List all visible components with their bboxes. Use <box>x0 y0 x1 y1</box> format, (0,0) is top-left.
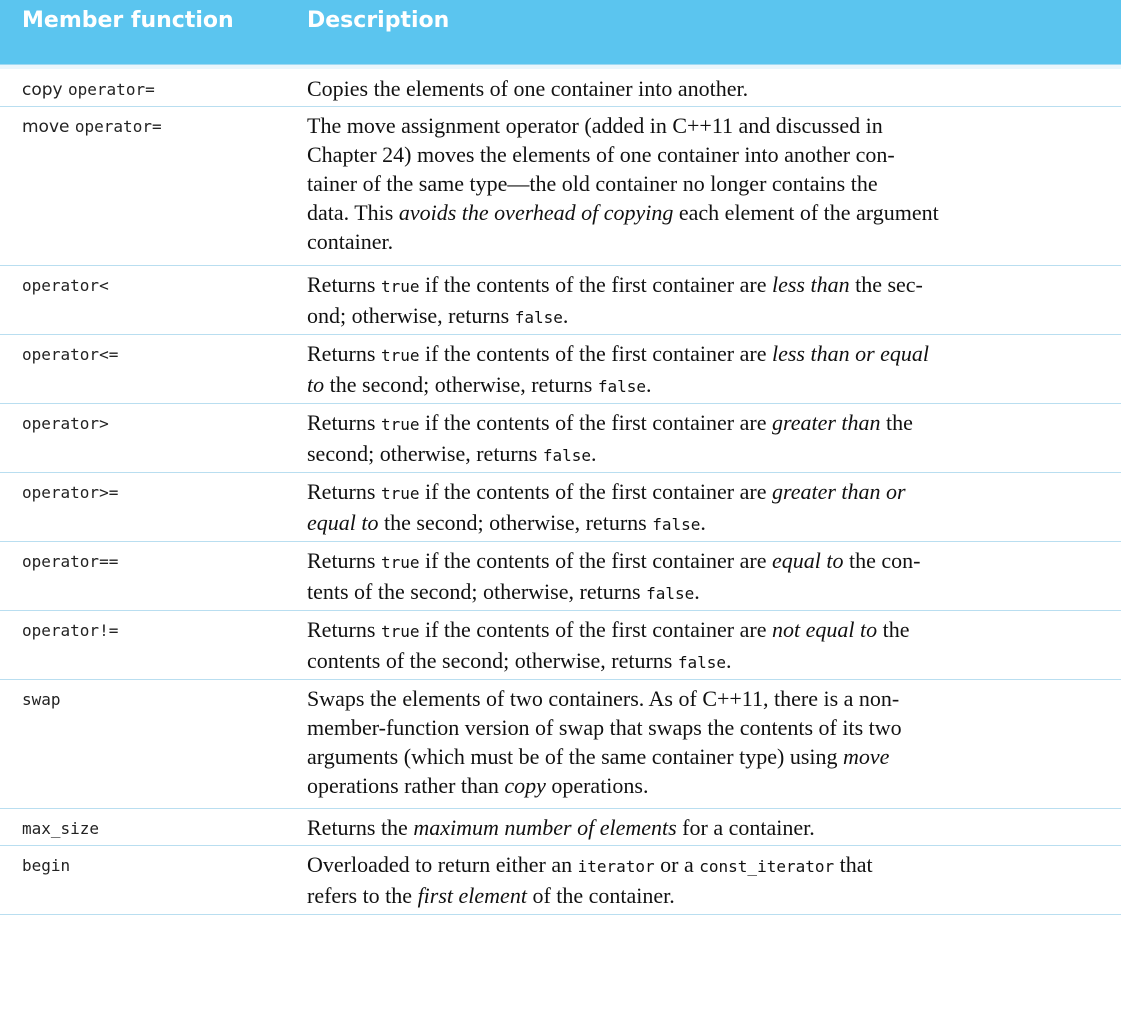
function-description: Returns true if the contents of the first container are equal to the con- tents of the second; otherwise, returns false. <box>307 548 921 604</box>
table-row <box>0 404 1121 473</box>
function-name: operator<= <box>22 345 119 364</box>
table-row <box>0 611 1121 680</box>
table-body <box>0 70 1121 915</box>
function-description: Returns true if the contents of the first container are greater than the second; otherwise, returns false. <box>307 410 913 466</box>
table-row <box>0 809 1121 846</box>
table-row <box>0 542 1121 611</box>
table-header <box>0 0 1121 65</box>
header-member-function: Member function <box>22 8 234 33</box>
function-name: operator!= <box>22 621 119 640</box>
table-row <box>0 266 1121 335</box>
function-description: Returns the maximum number of elements for a container. <box>307 815 815 840</box>
table-row <box>0 846 1121 915</box>
function-description: Returns true if the contents of the first container are less than or equal to the second; otherwise, returns false. <box>307 341 930 397</box>
function-description: Overloaded to return either an iterator or a const_iterator that refers to the first element of the container. <box>307 852 873 908</box>
table-row <box>0 70 1121 107</box>
function-name: operator== <box>22 552 119 571</box>
function-name: operator< <box>22 276 109 295</box>
function-description: Swaps the elements of two containers. As of C++11, there is a non- member-function version of swap that swaps the contents of its two arguments (which must be of the same container type) using move operations rather than copy operations. <box>307 686 902 798</box>
function-name: operator> <box>22 414 109 433</box>
header-description: Description <box>307 8 450 33</box>
header-band <box>0 65 1121 69</box>
table-row <box>0 335 1121 404</box>
function-name: swap <box>22 690 61 709</box>
function-description: Copies the elements of one container into another. <box>307 76 749 101</box>
function-description: Returns true if the contents of the first container are greater than or equal to the second; otherwise, returns false. <box>307 479 906 535</box>
function-description: Returns true if the contents of the first container are not equal to the contents of the second; otherwise, returns false. <box>307 617 910 673</box>
function-name: begin <box>22 856 71 875</box>
function-name: move operator= <box>22 117 162 137</box>
function-description: The move assignment operator (added in C++11 and discussed in Chapter 24) moves the elements of one container into another con- tainer of the same type—the old container no longer contains the data. This avoids the overhead of copying each element of the argument container. <box>307 113 939 254</box>
table-row <box>0 680 1121 809</box>
table-row <box>0 473 1121 542</box>
function-name: copy operator= <box>22 80 155 100</box>
function-name: max_size <box>22 819 100 838</box>
function-name: operator>= <box>22 483 119 502</box>
table-row <box>0 107 1121 266</box>
function-description: Returns true if the contents of the first container are less than the sec- ond; otherwise, returns false. <box>307 272 923 328</box>
